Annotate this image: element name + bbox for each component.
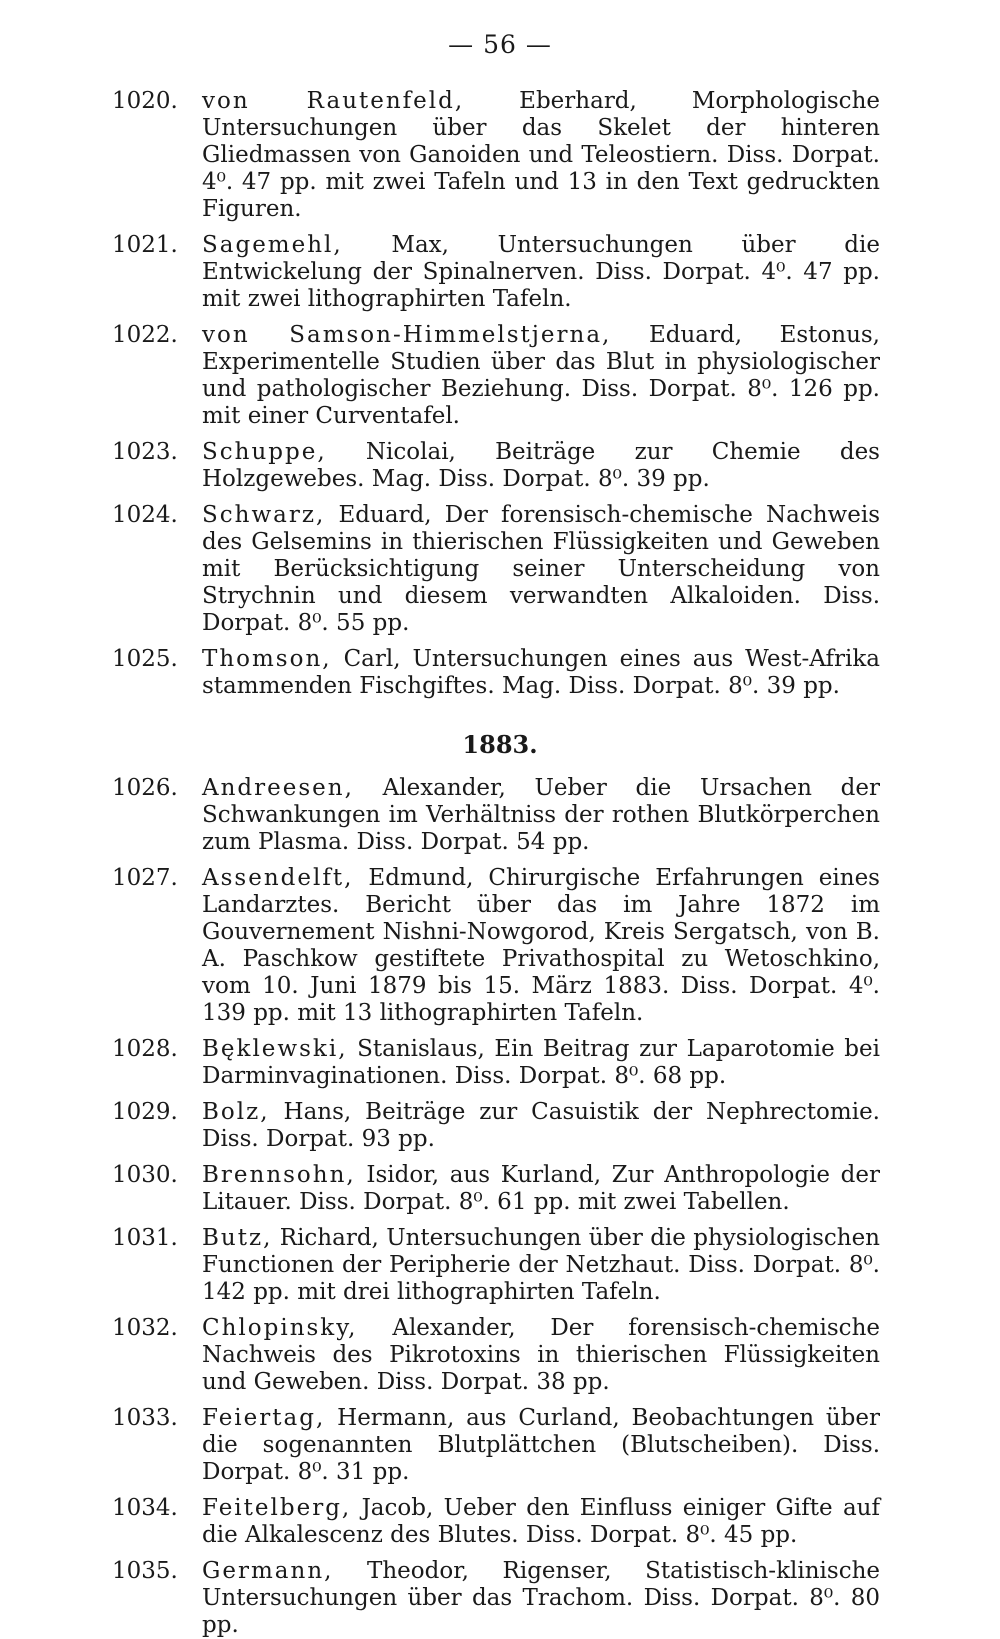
bibliography-entry	[0, 1036, 1000, 1090]
entry-text: Eduard, Der forensisch-chemische Nachweis des Gelsemins in thierischen Flüssigkeiten und Geweben mit Berücksichtigung seiner Unterscheidung von Strychnin und diesem verwandten Alkaloiden. Diss. Dorpat. 8⁰. 55 pp.	[202, 502, 881, 636]
entry-text: Hermann, aus Curland, Beobachtungen über die sogenannten Blutplättchen (Blutscheiben). Diss. Dorpat. 8⁰. 31 pp.	[202, 1405, 881, 1485]
entry-number: 1032.	[112, 1315, 178, 1341]
entry-author: Chlopinsky,	[202, 1315, 358, 1341]
bibliography-entry	[0, 502, 1000, 637]
bibliography-entry	[0, 1099, 1000, 1153]
bibliography-entry	[0, 865, 1000, 1027]
entry-author: Butz,	[202, 1225, 273, 1251]
entry-author: Andreesen,	[202, 775, 354, 801]
entry-number: 1033.	[112, 1405, 178, 1431]
entry-author: Germann,	[202, 1558, 334, 1584]
bibliography-entry	[0, 232, 1000, 313]
bibliography-list	[0, 88, 1000, 1639]
entry-number: 1035.	[112, 1558, 178, 1584]
entry-author: Bolz,	[202, 1099, 270, 1125]
bibliography-entry	[0, 88, 1000, 223]
entry-text: Edmund, Chirurgische Erfahrungen eines Landarztes. Bericht über das im Jahre 1872 im Gouvernement Nishni-Nowgorod, Kreis Sergatsch, von B. A. Paschkow gestiftete Privathospital zu Wetoschkino, vom 10. Juni 1879 bis 15. März 1883. Diss. Dorpat. 4⁰. 139 pp. mit 13 lithographirten Tafeln.	[202, 865, 880, 1026]
entry-number: 1025.	[112, 646, 178, 672]
entry-text: Eberhard, Morphologische Untersuchungen über das Skelet der hinteren Gliedmassen von Ganoiden und Teleostiern. Diss. Dorpat. 4⁰. 47 pp. mit zwei Tafeln und 13 in den Text gedruckten Figuren.	[202, 88, 880, 222]
entry-author: Bęklewski,	[202, 1036, 348, 1062]
bibliography-entry	[0, 775, 1000, 856]
entry-text: Hans, Beiträge zur Casuistik der Nephrectomie. Diss. Dorpat. 93 pp.	[202, 1099, 880, 1152]
entry-text: Isidor, aus Kurland, Zur Anthropologie der Litauer. Diss. Dorpat. 8⁰. 61 pp. mit zwei Tabellen.	[202, 1162, 881, 1215]
entry-number: 1023.	[112, 439, 178, 465]
entry-number: 1027.	[112, 865, 178, 891]
page-number: — 56 —	[448, 30, 552, 59]
bibliography-entry	[0, 322, 1000, 430]
bibliography-entry	[0, 1558, 1000, 1639]
entry-text: Jacob, Ueber den Einfluss einiger Gifte auf die Alkalescenz des Blutes. Diss. Dorpat. 8⁰. 45 pp.	[202, 1495, 880, 1548]
entry-author: Schwarz,	[202, 502, 326, 528]
entry-number: 1026.	[112, 775, 178, 801]
entry-number: 1034.	[112, 1495, 178, 1521]
entry-number: 1030.	[112, 1162, 178, 1188]
entry-author: Brennsohn,	[202, 1162, 356, 1188]
entry-number: 1022.	[112, 322, 178, 348]
entry-author: Feitelberg,	[202, 1495, 352, 1521]
entry-number: 1028.	[112, 1036, 178, 1062]
entry-author: von Samson-Himmelstjerna,	[202, 322, 612, 348]
entry-number: 1020.	[112, 88, 178, 114]
entry-author: Feiertag,	[202, 1405, 326, 1431]
bibliography-entry	[0, 1495, 1000, 1549]
entry-text: Alexander, Der forensisch-chemische Nachweis des Pikrotoxins in thierischen Flüssigkeiten und Geweben. Diss. Dorpat. 38 pp.	[202, 1315, 880, 1395]
entry-number: 1029.	[112, 1099, 178, 1125]
entry-text: Max, Untersuchungen über die Entwickelung der Spinalnerven. Diss. Dorpat. 4⁰. 47 pp. mit zwei lithographirten Tafeln.	[202, 232, 880, 312]
entry-number: 1031.	[112, 1225, 178, 1251]
bibliography-entry	[0, 1315, 1000, 1396]
entry-text: Richard, Untersuchungen über die physiologischen Functionen der Peripherie der Netzhaut. Diss. Dorpat. 8⁰. 142 pp. mit drei lithographirten Tafeln.	[202, 1225, 880, 1305]
year-heading: 1883.	[462, 730, 538, 759]
entry-number: 1024.	[112, 502, 178, 528]
entry-text: Alexander, Ueber die Ursachen der Schwankungen im Verhältniss der rothen Blutkörperchen zum Plasma. Diss. Dorpat. 54 pp.	[202, 775, 881, 855]
entry-text: Nicolai, Beiträge zur Chemie des Holzgewebes. Mag. Diss. Dorpat. 8⁰. 39 pp.	[202, 439, 880, 492]
entry-text: Theodor, Rigenser, Statistisch-klinische Untersuchungen über das Trachom. Diss. Dorpat. 8⁰. 80 pp.	[202, 1558, 881, 1638]
entry-author: von Rautenfeld,	[202, 88, 465, 114]
bibliography-entry	[0, 646, 1000, 700]
entry-text: Carl, Untersuchungen eines aus West-Afrika stammenden Fischgiftes. Mag. Diss. Dorpat. 8⁰. 39 pp.	[202, 646, 881, 699]
entry-author: Schuppe,	[202, 439, 327, 465]
bibliography-entry	[0, 1162, 1000, 1216]
bibliography-entry	[0, 1405, 1000, 1486]
entry-author: Assendelft,	[202, 865, 354, 891]
entries-1883	[0, 775, 1000, 1639]
entry-number: 1021.	[112, 232, 178, 258]
entry-author: Sagemehl,	[202, 232, 343, 258]
entry-text: Stanislaus, Ein Beitrag zur Laparotomie bei Darminvaginationen. Diss. Dorpat. 8⁰. 68 pp.	[202, 1036, 880, 1089]
bibliography-entry	[0, 439, 1000, 493]
entries-1882	[0, 88, 1000, 700]
entry-text: Eduard, Estonus, Experimentelle Studien über das Blut in physiologischer und pathologischer Beziehung. Diss. Dorpat. 8⁰. 126 pp. mit einer Curventafel.	[202, 322, 880, 429]
entry-author: Thomson,	[202, 646, 332, 672]
bibliography-entry	[0, 1225, 1000, 1306]
